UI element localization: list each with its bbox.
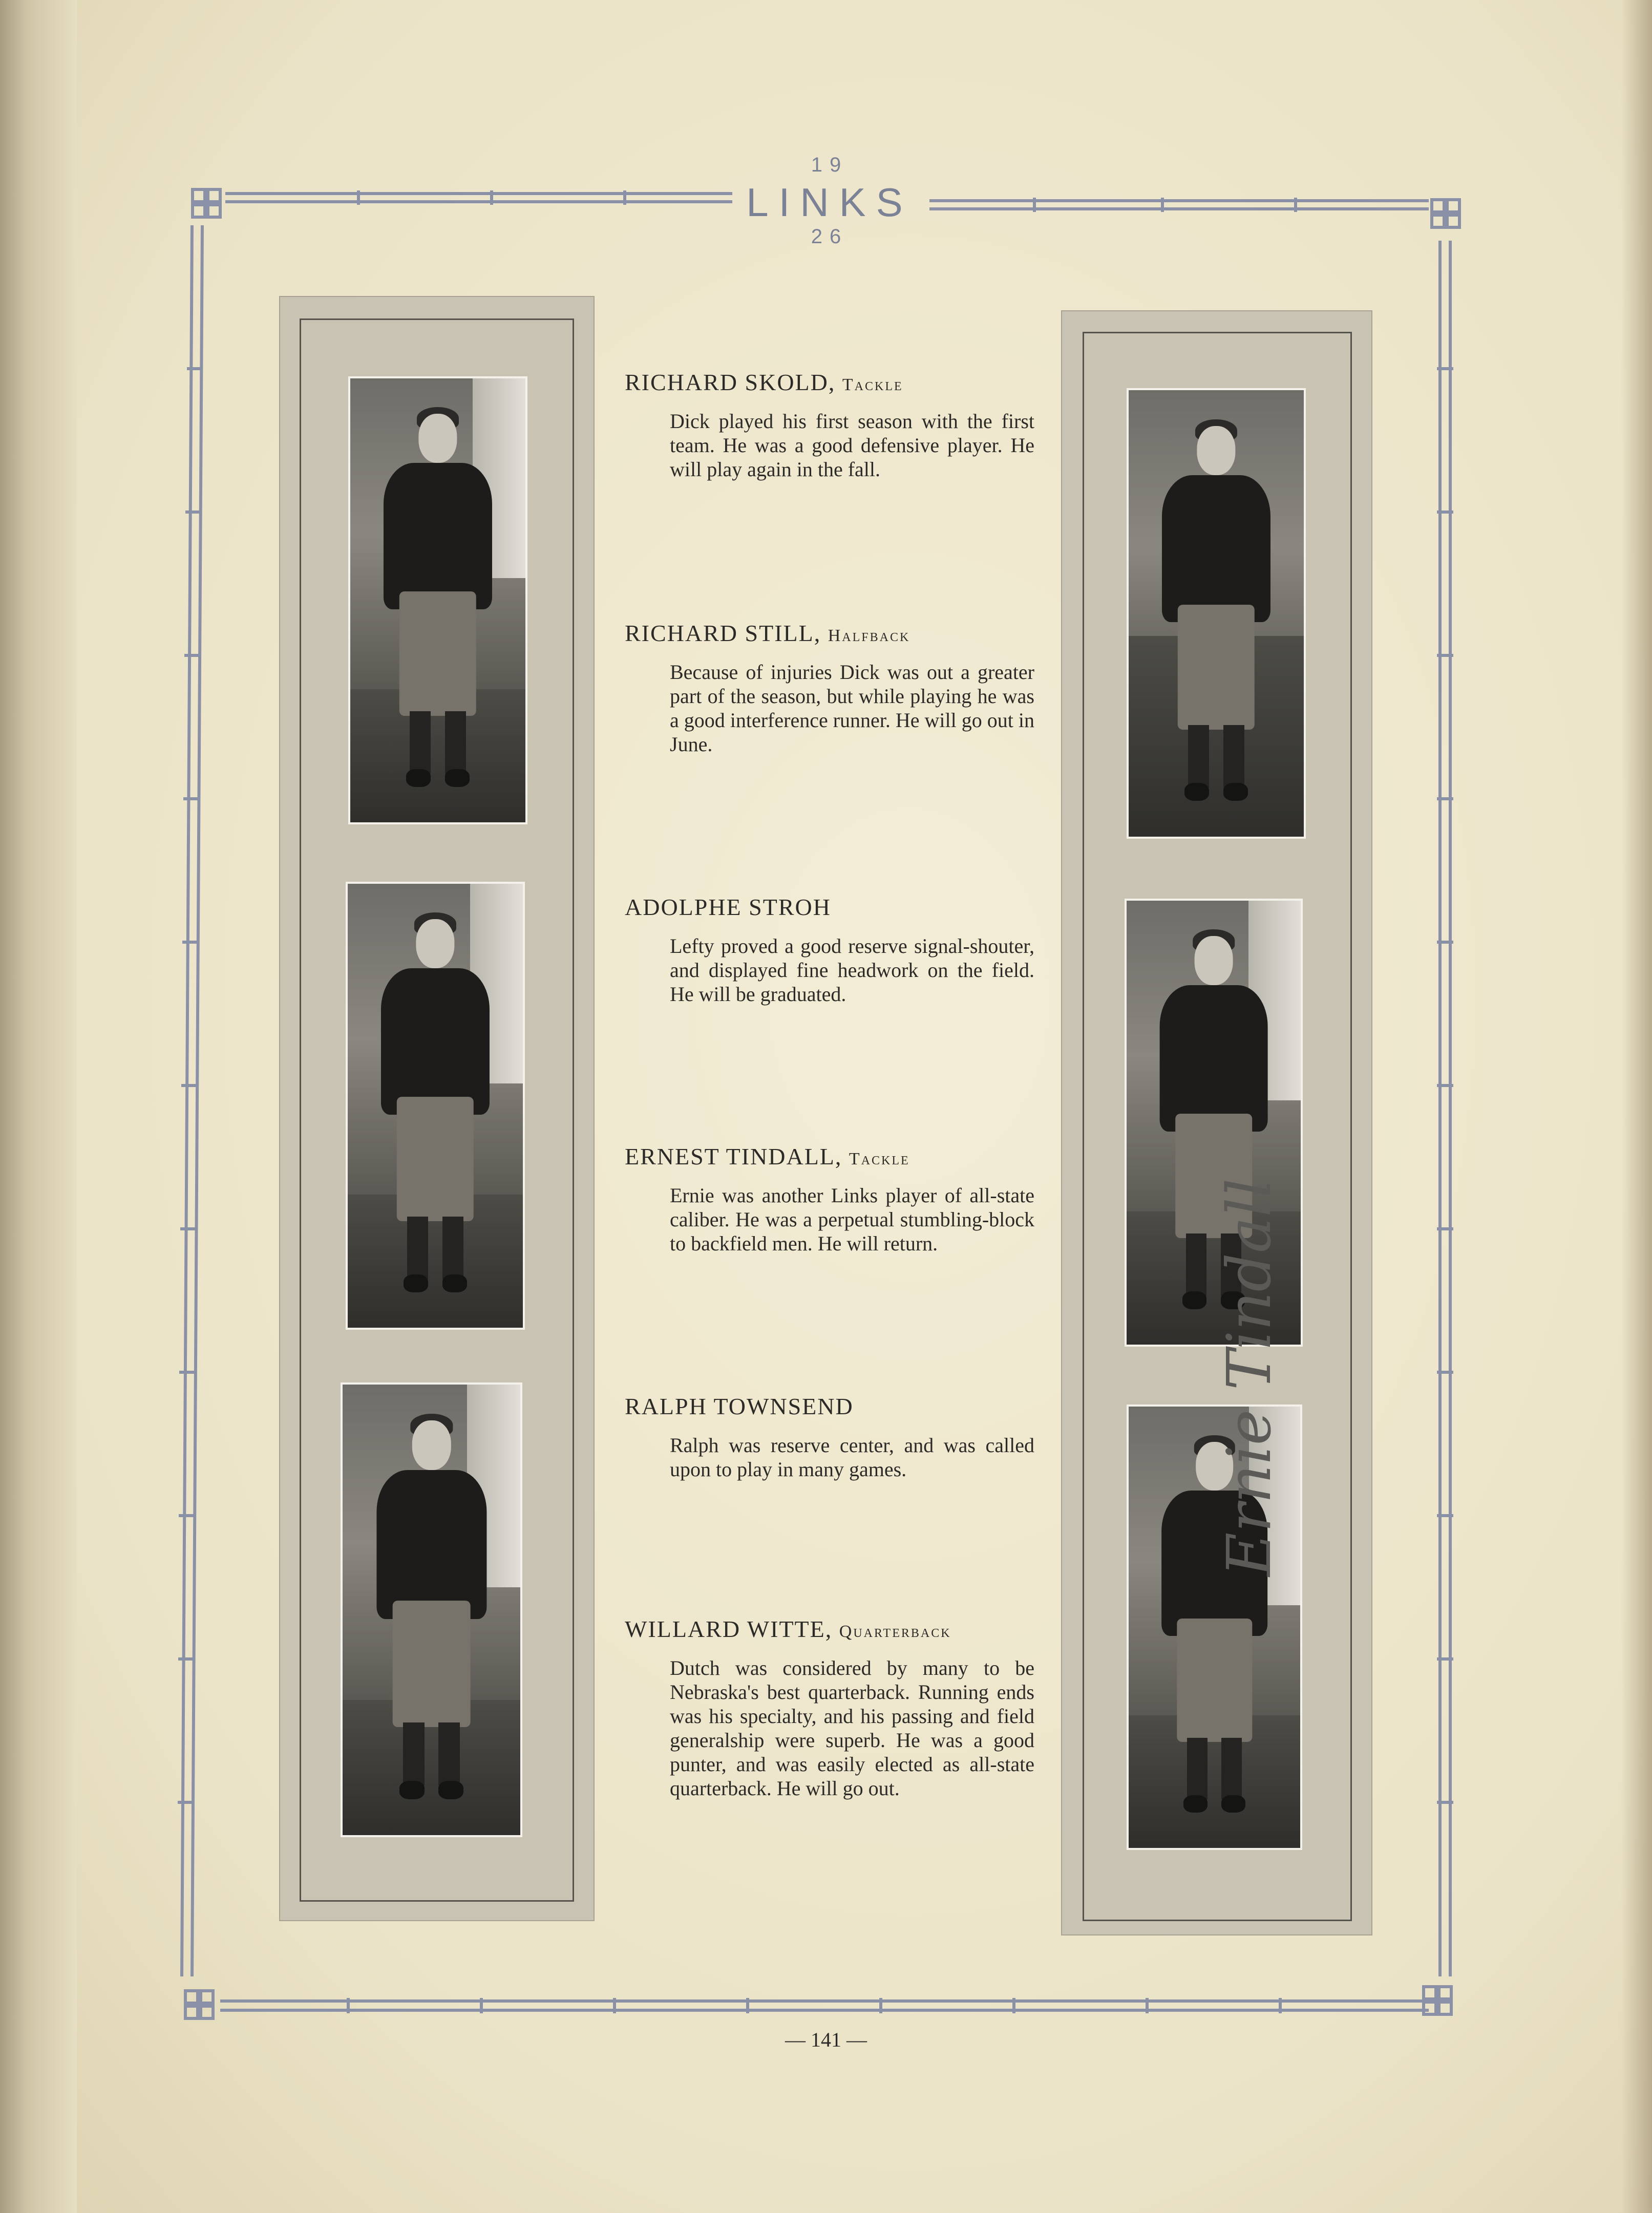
player-description: Dick played his first season with the first team. He was a good defensive player. He will play again in the fall. xyxy=(670,410,1034,481)
entry-heading xyxy=(625,1615,1034,1643)
player-photo-skold xyxy=(348,376,527,824)
player-position: Tackle xyxy=(842,375,903,394)
entry-heading xyxy=(625,620,1034,647)
entry-heading xyxy=(625,893,1034,921)
entry-heading xyxy=(625,1143,1034,1170)
player-name: RICHARD STILL, xyxy=(625,620,821,646)
player-photo-townsend xyxy=(341,1382,522,1837)
player-photo-stroh xyxy=(346,882,525,1330)
player-description: Ernie was another Links player of all-state caliber. He was a perpetual stumbling-block to backfield men. He will return. xyxy=(670,1184,1034,1255)
player-name: WILLARD WITTE, xyxy=(625,1616,833,1642)
player-name: RALPH TOWNSEND xyxy=(625,1393,854,1419)
player-entry xyxy=(625,620,1034,756)
player-photo-still xyxy=(1127,388,1306,839)
player-name: ERNEST TINDALL, xyxy=(625,1143,842,1169)
handwritten-signature: Ernie Tindall xyxy=(1214,1178,1284,1577)
entry-heading xyxy=(625,1393,1034,1420)
player-description: Because of injuries Dick was out a greater part of the season, but while playing he was a good interference runner. He will go out in June. xyxy=(670,661,1034,756)
player-entry xyxy=(625,893,1034,1006)
player-description: Dutch was considered by many to be Nebraska's best quarterback. Running ends was his specialty, and his passing and field generalship were superb. He was a good punter, and was easily elected as all-state quarterback. He will go out. xyxy=(670,1656,1034,1800)
entry-heading xyxy=(625,369,1034,396)
player-entry xyxy=(625,1615,1034,1800)
player-name: ADOLPHE STROH xyxy=(625,894,831,920)
player-entry xyxy=(625,1143,1034,1256)
player-position: Quarterback xyxy=(839,1622,951,1641)
header-year-top: 19 xyxy=(811,154,849,176)
header-year-bottom: 26 xyxy=(811,225,849,248)
player-name: RICHARD SKOLD, xyxy=(625,369,836,395)
player-entry xyxy=(625,369,1034,481)
player-description: Ralph was reserve center, and was called upon to play in many games. xyxy=(670,1434,1034,1481)
player-entry xyxy=(625,1393,1034,1481)
page-number: — 141 — xyxy=(785,2028,867,2051)
player-position: Tackle xyxy=(849,1150,910,1168)
page-title: LINKS xyxy=(746,180,913,225)
player-description: Lefty proved a good reserve signal-shouter, and displayed fine headwork on the field. He will be graduated. xyxy=(670,934,1034,1006)
player-position: Halfback xyxy=(828,626,910,645)
